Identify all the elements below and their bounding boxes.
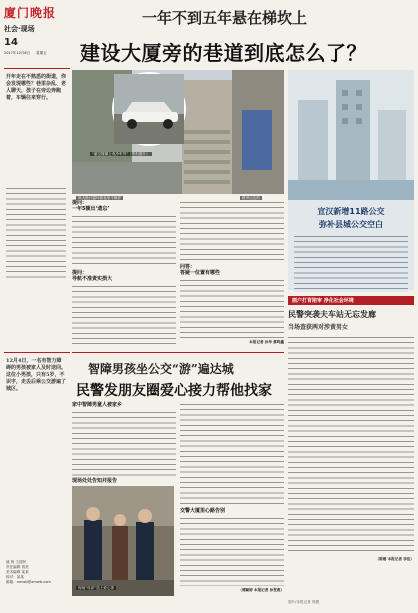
issue-weekday: 星期五 — [36, 51, 47, 55]
bottom-divider — [72, 352, 284, 353]
masthead — [4, 4, 74, 64]
photo-caption-2: 挑大路只腐坏被表形不像样 — [78, 196, 122, 200]
right-banner: 画户打育陪审 净化社会环境 — [288, 296, 414, 305]
subhead-3: 提问： — [72, 270, 88, 276]
bottom-body — [72, 402, 284, 602]
top-body-col1 — [72, 214, 176, 268]
top-kicker: 一年不到五年悬在梯坎上 — [142, 9, 308, 27]
bottom-body-col1 — [72, 410, 176, 476]
left-lead-text: 开年走在不熟悉的街道，你会发现哪些？巷里杂乱、老人聊天，孩子在旁边奔跑着，车辆往来穿行。 — [6, 74, 67, 101]
bottom-left-rule — [4, 352, 70, 353]
top-story-body — [72, 200, 284, 348]
right-subhead: 当场查获两对涉黄男女 — [288, 324, 349, 331]
subhead-2: 一年5额出‘遗忘’ — [72, 206, 110, 212]
credit-line-4: 校对：某某 — [6, 575, 24, 579]
photo-inset-circle — [112, 72, 186, 146]
credit-line-2: 责任编辑 钱美 — [6, 565, 29, 569]
parked-car-image — [114, 74, 184, 144]
credit-line-1: 值 班 王德民 — [6, 560, 27, 564]
subhead-4: 导航不准责实损大 — [72, 276, 113, 282]
bottom-body-col2 — [180, 402, 284, 506]
bottom-subhead-1: 家中智障男童人被家乡 — [72, 402, 123, 408]
right-body — [288, 335, 414, 555]
ad-body — [294, 234, 408, 292]
bottom-left-lead: 12月4日，一名有智力障碍的男孩被家人及时送回。这位小男孩，只有5岁，不识字，走丢后乘公交游遍了城区。 — [6, 358, 67, 392]
top-body-col2 — [180, 200, 284, 262]
page-number: 14 — [4, 37, 18, 48]
ad-line-1: 宣汉新增11路公交 — [317, 207, 385, 216]
left-mid-text — [6, 186, 66, 278]
right-story — [288, 296, 414, 596]
top-byline: 本报记者 孙华 蔡鸣鑫 — [249, 340, 284, 344]
subhead-5: 问答： — [180, 264, 196, 270]
bottom-byline: （傅颖婷 本报记者 孙雯燕） — [238, 588, 284, 592]
right-headline: 民警突袭夫车站无忘发廊 — [288, 309, 376, 319]
photo-caption-1: “悬空楼梯上有冷车外”（资料图片） — [92, 152, 150, 156]
credit-line-5: 邮箱：xmwb@xmwb.com — [6, 580, 51, 584]
bottom-subhead-2: 现场处处告知并报告 — [72, 478, 118, 484]
left-column-rule — [4, 68, 70, 69]
masthead-logo: 廈门晚报 — [4, 6, 57, 20]
bottom-body-col2b — [180, 516, 284, 586]
subhead-1: 提问： — [72, 200, 88, 206]
bottom-kicker: 智障男孩坐公交“游”遍达城 — [88, 362, 234, 376]
bottom-headline: 民警发朋友圈爱心接力帮他找家 — [76, 383, 272, 399]
top-body-col2b — [180, 278, 284, 338]
building-illustration — [288, 70, 414, 200]
ad-line-2: 弥补县城公交空白 — [319, 220, 383, 229]
photo-caption-3: 路旁边边的 — [242, 196, 260, 200]
issue-date: 2017年12月8日 — [4, 51, 31, 55]
bottom-photo-caption: 现场“母亲”送上爱心茶 — [78, 586, 115, 590]
right-byline: （陈楷 本报记者 李佳） — [375, 557, 414, 561]
masthead-section: 社会·现场 — [4, 25, 35, 33]
top-headline: 建设大厦旁的巷道到底怎么了？ — [80, 41, 367, 65]
top-photo — [72, 70, 284, 200]
photo-credit: 图片/本报记者 郭俊 — [288, 600, 320, 604]
credits-block — [6, 560, 66, 608]
subhead-6: 答疑一位置有哪些 — [180, 270, 221, 276]
bottom-photo — [72, 486, 174, 596]
bottom-subhead-3: 交警大厦里心路告别 — [180, 508, 226, 514]
credit-line-3: 美术编辑 某某 — [6, 570, 29, 574]
ad-block — [288, 70, 414, 290]
top-body-col1b — [72, 284, 176, 344]
